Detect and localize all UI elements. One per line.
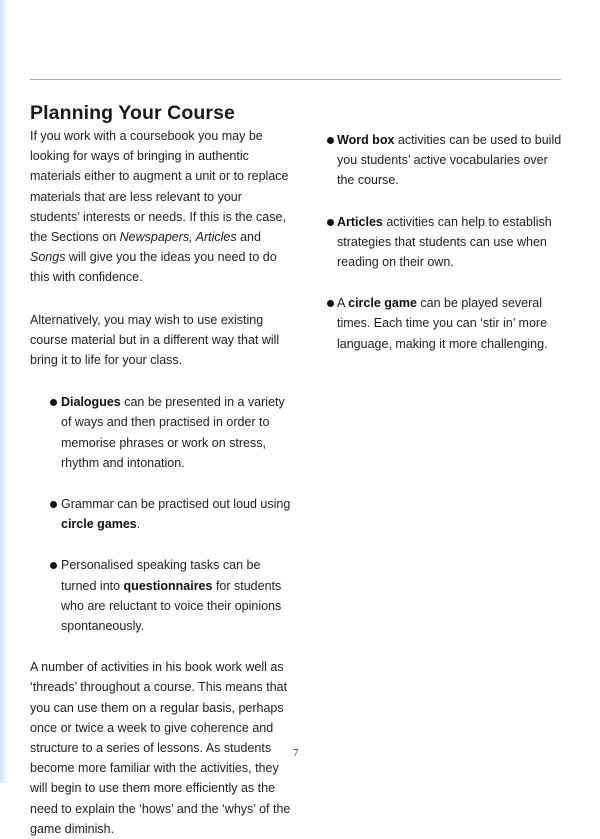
bold-term: questionnaires — [123, 578, 213, 593]
intro-text-1: If you work with a coursebook you may be looking for ways of bringing in authentic materials either to augment a unit or to replace materials that are less relevant to your students’ interests or needs. If this is the case, the Sections on — [30, 129, 289, 245]
list-item-articles — [327, 212, 567, 273]
list-item-text: . — [136, 517, 141, 532]
alternative-paragraph: Alternatively, you may wish to use existing course material but in a different way that will bring it to life for your class. — [30, 312, 280, 368]
intro-text-3: will give you the ideas you need to do this with confidence. — [30, 250, 277, 285]
list-item-text: can be played several times. Each time you can ‘stir in’ more language, making it more challenging. — [337, 296, 548, 351]
bold-term: Articles — [337, 214, 383, 229]
list-item-text: activities can be used to build you students’ active vocabularies over the course. — [337, 133, 562, 188]
section-heading: Planning Your Course — [30, 102, 235, 124]
list-item-text: A — [337, 296, 349, 311]
list-item-text: for students who are reluctant to voice their opinions spontaneously. — [61, 578, 282, 634]
right-column — [327, 130, 567, 354]
list-item-text: can be presented in a variety of ways and then practised in order to memorise phrases or work on stress, rhythm and intonation. — [61, 395, 285, 470]
list-item-word-box — [327, 130, 567, 191]
bold-term: Dialogues — [61, 395, 121, 410]
intro-paragraph — [30, 126, 292, 288]
page-number: 7 — [293, 747, 299, 759]
bullet-icon — [50, 562, 57, 569]
right-bullet-list — [327, 130, 567, 354]
bullet-icon — [327, 219, 334, 226]
page-edge-shadow — [0, 0, 8, 783]
bullet-icon — [327, 300, 334, 307]
threads-paragraph: A number of activities in his book work well as ‘threads’ throughout a course. This means that you can use them on a regular basis, perhaps once or twice a week to give coherence and structure to a series of lessons. As students become more familiar with the activities, they will begin to use them more efficiently as the need to explain the ‘hows’ and the ‘whys’ of the game diminish. — [30, 660, 291, 836]
list-item-grammar — [30, 494, 292, 534]
bold-term: circle games — [61, 517, 137, 532]
left-bullet-list — [30, 392, 292, 636]
left-column — [30, 126, 292, 839]
intro-italic-2: Songs — [30, 250, 66, 265]
bold-term: Word box — [337, 133, 395, 147]
list-item-text: Personalised speaking tasks can be turned into — [61, 558, 261, 593]
list-item-dialogues — [30, 392, 292, 473]
list-item-circle-game — [327, 293, 567, 354]
intro-italic-1: Newspapers, Articles — [119, 230, 237, 245]
bold-term: circle game — [348, 296, 417, 311]
header-rule — [30, 79, 561, 80]
list-item-text: Grammar can be practised out loud using — [61, 497, 291, 512]
intro-text-2: and — [236, 230, 261, 245]
bullet-icon — [50, 399, 57, 406]
list-item-text: activities can help to establish strategies that students can use when reading on their own. — [337, 214, 552, 270]
bullet-icon — [327, 137, 334, 144]
bullet-icon — [50, 501, 57, 508]
list-item-speaking — [30, 555, 292, 636]
